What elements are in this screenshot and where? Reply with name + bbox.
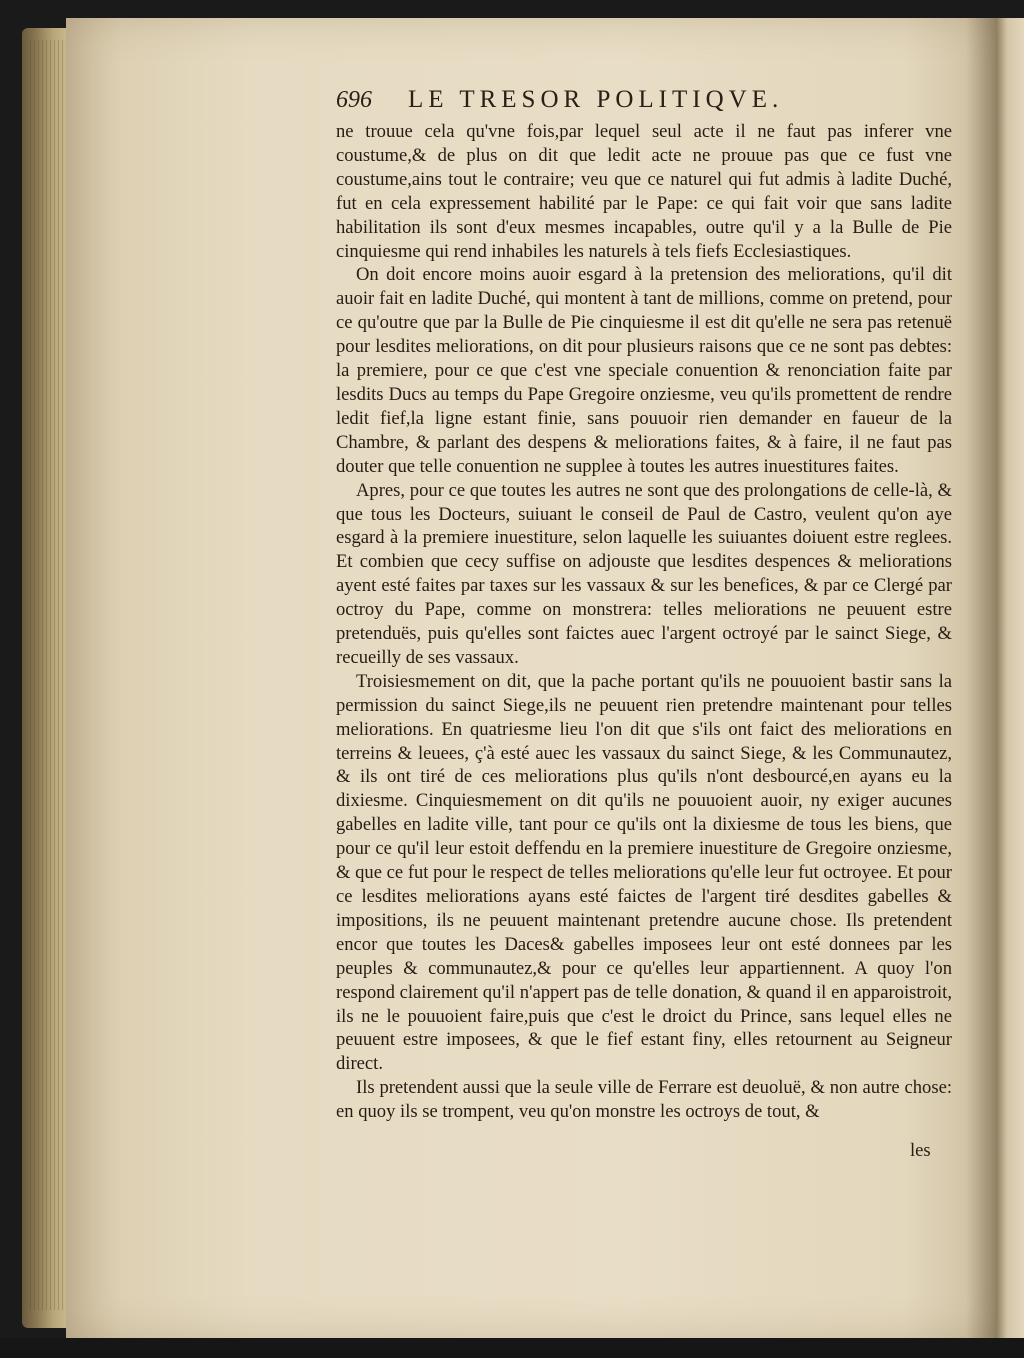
paragraph: On doit encore moins auoir esgard à la pretension des meliorations, qu'il dit auoir fait en ladite Duché, qui montent à tant de millions, comme on pretend, pour ce qu'outre que par la Bulle de Pie cinquiesme il est dit qu'elle ne sera pas retenuë pour lesdites meliorations, on dit pour plusieurs raisons que ce ne sont pas debtes: la premiere, pour ce que c'est vne speciale conuention & renonciation faite par lesdits Ducs au temps du Pape Gregoire onziesme, veu qu'ils promettent de rendre ledit fief,la ligne estant finie, sans pouuoir rien demander en faueur de la Chambre, & parlant des despens & meliorations faites, & à faire, il ne faut pas douter que telle conuention ne supplee à toutes les autres inuestitures faites. (336, 264, 952, 477)
running-title: LE TRESOR POLITIQVE. (408, 86, 784, 113)
catchword: les (910, 1140, 931, 1161)
scan-bottom-border (0, 1338, 1024, 1358)
paragraph: Ils pretendent aussi que la seule ville de Ferrare est deuoluë, & non autre chose: en quoy ils se trompent, veu qu'on monstre les octroys de tout, & (336, 1077, 952, 1123)
page-gutter-shadow (966, 18, 996, 1338)
paragraph: ne trouue cela qu'vne fois,par lequel seul acte il ne faut pas inferer vne coustume,& de plus on dit que ledit acte ne prouue pas que ce fust vne coustume,ains tout le contraire; veu que ce naturel qui fut admis à ladite Duché, fut en cela expressement habilité par le Pape: ce qui fait voir que sans ladite habilitation ils sont d'eux mesmes incapables, outre qu'il y a la Bulle de Pie cinquiesme qui rend inhabiles les naturels à tels fiefs Ecclesiastiques. (336, 121, 952, 262)
running-head (336, 86, 966, 114)
facing-page-edge (996, 18, 1024, 1338)
paragraph: Troisiesmement on dit, que la pache portant qu'ils ne pouuoient bastir sans la permission du sainct Siege,ils ne peuuent rien pretendre maintenant pour telles meliorations. En quatriesme lieu l'on dit que s'ils ont faict des meliorations en terreins & leuees, ç'à esté auec les vassaux du sainct Siege, & les Communautez, & ils ont tiré de ces meliorations plus qu'ils n'ont desbourcé,en ayans eu la dixiesme. Cinquiesmement on dit qu'ils ne pouuoient auoir, ny exiger aucunes gabelles en ladite ville, tant pour ce qu'ils ont la dixiesme de tous les biens, que pour ce qu'il leur estoit deffendu en la premiere inuestiture de Gregoire onziesme, & que ce fut pour le respect de telles meliorations qu'elle leur fut octroyee. Et pour ce lesdites meliorations ayans esté faictes de l'argent tiré desdites gabelles & impositions, ils ne peuuent maintenant pretendre aucune chose. Ils pretendent encor que toutes les Daces& gabelles imposees leur ont esté donnees par les peuples & communautez,& pour ce qu'elles leur appartiennent. A quoy l'on respond clairement qu'il n'appert pas de telle donation, & quand il en apparoistroit, ils ne le pouuoient faire,puis que c'est le droict du Prince, sans lequel elles ne peuuent estre imposees, & que le fief estant finy, elles retournent au Seigneur direct. (336, 670, 952, 1075)
paragraph: Apres, pour ce que toutes les autres ne sont que des prolongations de celle-là, & que tous les Docteurs, suiuant le conseil de Paul de Castro, veulent qu'on aye esgard à la premiere inuestiture, selon laquelle les suiuantes doiuent estre reglees. Et combien que cecy suffise on adjouste que lesdites despences & meliorations ayent esté faites par taxes sur les vassaux & sur les benefices, & par ce Clergé par octroy du Pape, comme on monstrera: telles meliorations ne peuuent estre pretenduës, puis qu'elles sont faictes auec l'argent octroyé par le sainct Siege, & recueilly de ses vassaux. (336, 479, 952, 668)
body-text (336, 120, 952, 1124)
page-number: 696 (336, 87, 372, 113)
